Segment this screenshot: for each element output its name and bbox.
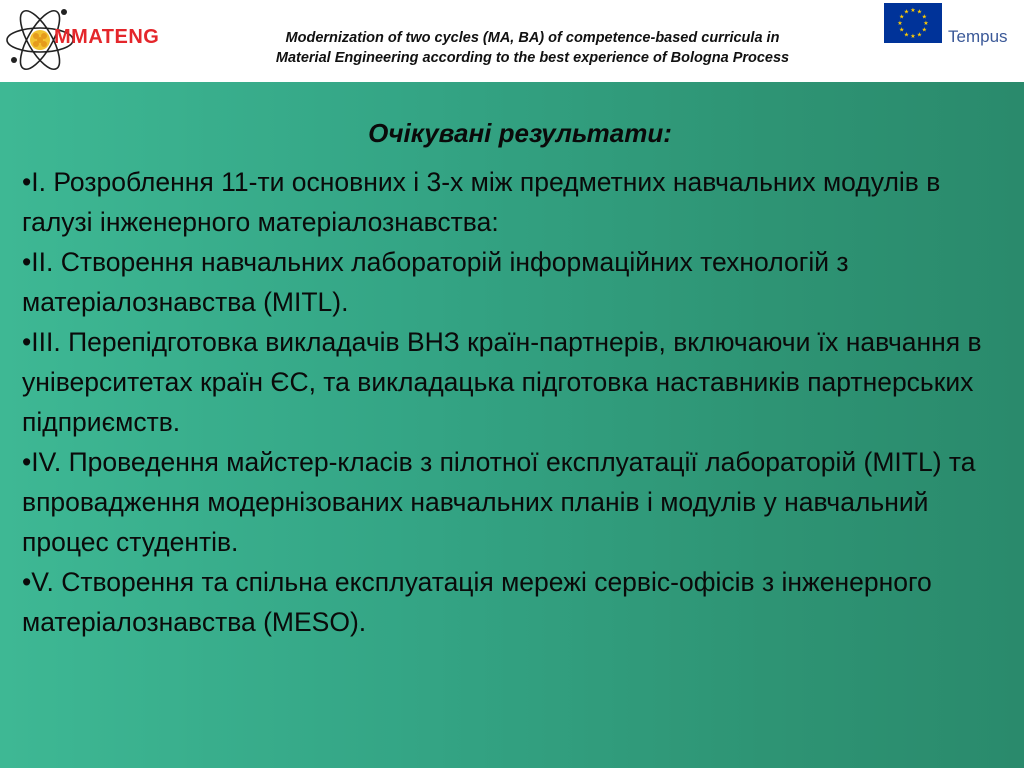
section-heading: Очікувані результати:	[368, 118, 672, 148]
mmateng-logo	[4, 2, 174, 78]
project-title-line2: Material Engineering according to the best experience of Bologna Process	[275, 50, 790, 66]
svg-text:★: ★	[916, 31, 923, 39]
tempus-logo	[884, 3, 1024, 46]
svg-text:★: ★	[916, 8, 923, 16]
project-title	[200, 28, 865, 68]
list-item: •V. Створення та спільна експлуатація мережі сервіс-офісів з інженерного матеріалознавства (MESO).	[22, 567, 932, 637]
list-item: •I. Розроблення 11-ти основних і 3-х між предметних навчальних модулів в галузі інженерного матеріалознавства:	[22, 167, 941, 237]
svg-text:★: ★	[903, 31, 910, 39]
eu-flag-icon	[884, 3, 942, 43]
results-list	[22, 162, 1012, 642]
svg-text:★: ★	[899, 26, 905, 34]
logo-text: MMATENG	[54, 26, 160, 48]
list-item: •II. Створення навчальних лабораторій інформаційних технологій з матеріалознавства (MITL).	[22, 247, 849, 317]
slide-content	[0, 82, 1024, 768]
svg-text:★: ★	[923, 20, 929, 27]
svg-text:★: ★	[910, 33, 916, 40]
svg-text:★: ★	[903, 8, 910, 16]
header-bar	[0, 0, 1024, 82]
svg-text:★: ★	[910, 7, 916, 14]
svg-text:★: ★	[921, 26, 927, 34]
list-item: •IV. Проведення майстер-класів з пілотної експлуатації лабораторій (MITL) та впровадження модернізованих навчальних планів і модулів у навчальний процес студентів.	[22, 447, 976, 557]
tempus-label: Tempus	[948, 27, 1008, 46]
svg-text:★: ★	[897, 20, 903, 27]
svg-text:★: ★	[899, 13, 905, 21]
svg-text:★: ★	[921, 13, 927, 21]
list-item: •III. Перепідготовка викладачів ВНЗ країн-партнерів, включаючи їх навчання в університетах країн ЄС, та викладацька підготовка наставників партнерських підприємств.	[22, 327, 982, 437]
project-title-line1: Modernization of two cycles (MA, BA) of competence-based curricula in	[285, 30, 780, 46]
